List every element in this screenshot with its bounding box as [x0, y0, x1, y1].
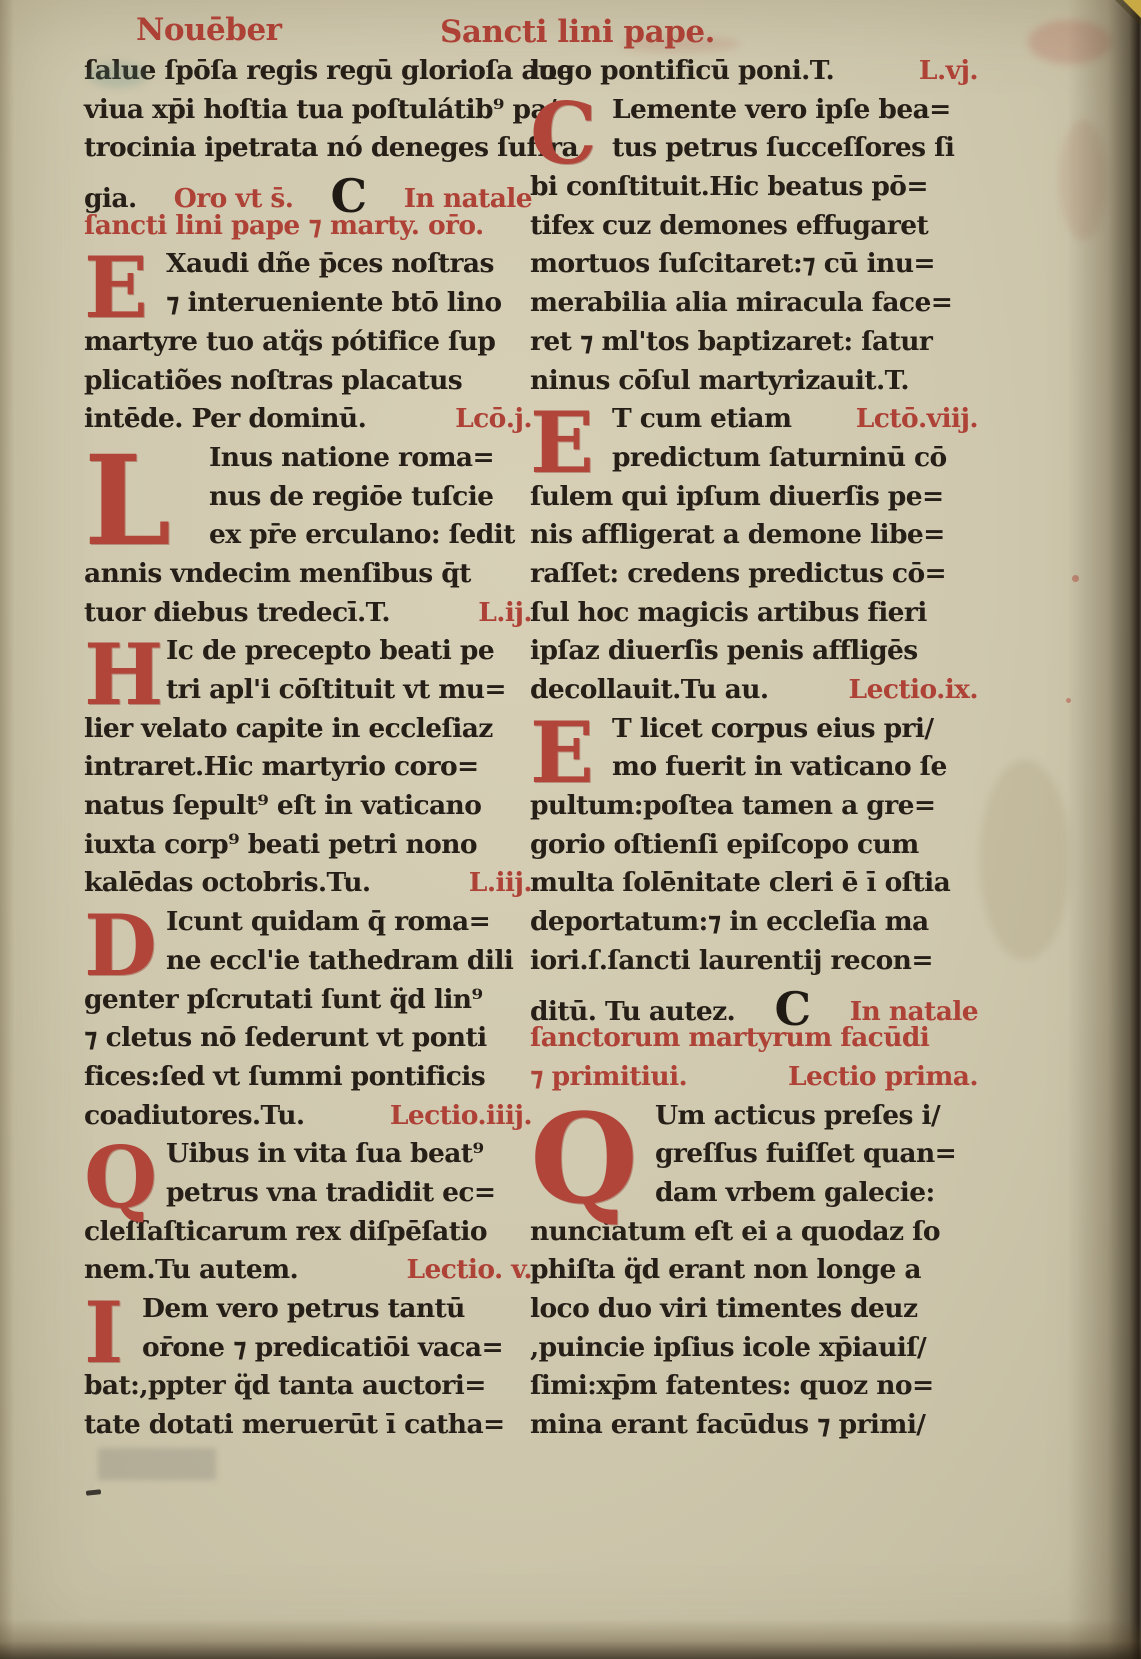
text-line [84, 1367, 532, 1406]
text-line [530, 594, 978, 633]
body-text: ret ⁊ ml'tos baptizaret: ſatur [530, 325, 933, 357]
text-line [530, 981, 978, 1036]
text-block [84, 1283, 532, 1445]
text-line [84, 362, 532, 401]
body-text: Uibus in vita ſua beat⁹ [166, 1138, 484, 1170]
text-line [530, 1406, 978, 1445]
text-line [530, 207, 978, 246]
body-text: multa ſolēnitate cleri ē ī oſtia [530, 867, 951, 899]
drop-cap-initial: C [530, 83, 597, 183]
text-line [530, 129, 978, 168]
body-text: tate dotati meruerūt ī catha= [84, 1409, 505, 1441]
body-text: Ic de precepto beati pe [166, 635, 495, 667]
text-line [84, 207, 532, 246]
text-line [530, 787, 978, 826]
rubric-text: L.vj. [918, 55, 978, 86]
text-block [84, 896, 532, 1135]
body-text: tus petrus ſucceſſores ſi [612, 132, 955, 164]
text-line [84, 787, 532, 826]
body-text: fices:ſed vt ſummi pontificis [84, 1060, 486, 1092]
body-text: ſalue ſpōſa regis regū glorioſa aue [84, 55, 573, 86]
body-text: intraret.Hic martyrio coro= [84, 751, 479, 783]
text-line [530, 864, 978, 903]
text-line [84, 748, 532, 787]
body-text: deportatum:⁊ in eccleſia ma [530, 906, 929, 938]
text-line [530, 91, 978, 130]
drop-cap-initial: Q [84, 1128, 157, 1228]
body-text: ſulem qui ipſum diuerſis pe= [530, 480, 944, 512]
text-line [530, 168, 978, 207]
rubric-text: Lectio.ix. [848, 674, 978, 705]
body-text: T licet corpus eius pri/ [612, 712, 934, 744]
text-line [84, 323, 532, 362]
text-block [530, 1086, 978, 1445]
body-text: merabilia alia miracula face= [530, 287, 953, 319]
body-text: tri apl'i cōſtituit vt mu= [166, 674, 507, 705]
text-line [84, 1290, 532, 1329]
body-text: ditū. Tu autez. [530, 995, 736, 1027]
body-text: ex pr̄e erculano: ſedit [209, 519, 515, 551]
running-title-saint: Sancti lini pape. [440, 14, 715, 50]
text-line [84, 129, 579, 168]
text-line [84, 1251, 532, 1290]
body-text: Dem vero petrus tantū [142, 1293, 465, 1324]
text-line [530, 671, 978, 710]
text-line [84, 1058, 532, 1097]
text-line [530, 826, 978, 865]
body-text: bi conſtituit.Hic beatus pō= [530, 171, 928, 203]
body-text: ⁊ interueniente btō lino [166, 287, 502, 319]
text-block [530, 393, 978, 710]
rubric-text: ſancti lini pape ⁊ marty. or̄o. [84, 209, 484, 241]
text-line [530, 400, 978, 439]
body-text: cleſſaſticarum rex diſpēſatio [84, 1215, 487, 1247]
body-text: ne eccl'ie tathedram dili [166, 944, 514, 976]
paragraph-mark: C [330, 169, 367, 224]
text-line [530, 52, 978, 91]
text-column-left [84, 52, 579, 1445]
text-block [530, 52, 978, 91]
text-line [530, 245, 978, 284]
body-text: nunciatum eſt ei a quodaz ſo [530, 1215, 940, 1247]
body-text: ſul hoc magicis artibus fieri [530, 596, 927, 628]
text-line [84, 1019, 532, 1058]
text-line [84, 1329, 532, 1368]
text-line [84, 284, 532, 323]
body-text: predictum ſaturninū cō [612, 441, 947, 473]
text-line [530, 1290, 978, 1329]
text-line [530, 555, 978, 594]
ink-smudge [88, 62, 148, 88]
text-block [84, 1128, 532, 1290]
body-text: mo fuerit in vaticano ſe [612, 751, 947, 783]
text-line [530, 1019, 978, 1058]
running-title-month: Nouēber [136, 12, 282, 48]
body-text: mina erant facūdus ⁊ primi/ [530, 1409, 926, 1441]
body-text: ,puincie ipſius icole xp̄iauiſ/ [530, 1331, 927, 1363]
text-line [84, 91, 557, 130]
body-text: pultum:poſtea tamen a gre= [530, 790, 936, 822]
body-text: iori.ſ.ſancti laurentij recon= [530, 944, 933, 976]
paragraph-mark: C [774, 981, 811, 1036]
body-text: trocinia ipetrata nó deneges ſuffra [84, 132, 579, 164]
body-text: plicatiões noſtras placatus [84, 364, 463, 396]
corner-fold [1123, 0, 1141, 18]
text-line [530, 323, 978, 362]
body-text: nem.Tu autem. [84, 1254, 299, 1286]
body-text: mortuos ſuſcitaret:⁊ cū inu= [530, 248, 935, 280]
body-text: tifex cuz demones effugaret [530, 209, 929, 241]
body-text: Um acticus preſes i/ [655, 1099, 941, 1131]
body-text: T cum etiam [612, 403, 792, 435]
drop-cap-initial: I [84, 1283, 123, 1382]
body-text: coadiutores.Tu. [84, 1099, 305, 1131]
text-showthrough [98, 1448, 216, 1480]
body-text: ⁊ cletus nō ſederunt vt ponti [84, 1022, 487, 1054]
drop-cap-initial: Q [530, 1086, 638, 1232]
body-text: logo pontificū poni.T. [530, 55, 835, 86]
body-text: iuxta corp⁹ beati petri nono [84, 828, 477, 860]
rubric-text: Lectio. v. [406, 1254, 532, 1286]
text-block [84, 52, 579, 245]
paper-stain [980, 760, 1070, 960]
body-text: Icunt quidam q̄ roma= [166, 906, 491, 938]
text-line [84, 52, 573, 91]
text-column-right [530, 52, 978, 1445]
text-line [530, 903, 978, 942]
text-line [84, 245, 532, 284]
body-text: ninus cōſul martyrizauit.T. [530, 364, 909, 396]
body-text: nus de regiōe tuſcie [209, 480, 494, 512]
text-line [84, 826, 532, 865]
body-text: kalēdas octobris.Tu. [84, 867, 371, 899]
text-line [530, 439, 978, 478]
rubric-text: L.ij. [478, 596, 532, 628]
drop-cap-initial: E [84, 238, 148, 338]
rubric-text: Lctō.viij. [855, 403, 978, 435]
drop-cap-initial: H [84, 625, 163, 725]
rubric-text: Oro vt s̄. [173, 183, 294, 215]
page-edge-shadow-bottom [0, 1619, 1141, 1659]
body-text: phiſta q̈d erant non longe a [530, 1254, 921, 1286]
rubric-text: Lcō.j. [455, 403, 532, 435]
rubric-text: L.iij. [468, 867, 532, 899]
body-text: or̄one ⁊ predicatiōi vaca= [142, 1331, 504, 1363]
body-text: bat:,ppter q̈d tanta auctori= [84, 1370, 486, 1402]
body-text: ipſaz diuerſis penis affligēs [530, 635, 918, 667]
text-block [84, 428, 532, 632]
body-text: Inus natione roma= [209, 441, 495, 473]
body-text: lier velato capite in eccleſiaz [84, 712, 493, 744]
body-text: ſimi:xp̄m fatentes: quoz no= [530, 1370, 934, 1402]
running-header [0, 12, 1141, 56]
text-line [530, 362, 978, 401]
text-line [84, 1406, 532, 1445]
body-text: gia. [84, 183, 137, 215]
rubric-text: Lectio.iiij. [389, 1099, 532, 1131]
body-text: natus ſepult⁹ eſt in vaticano [84, 790, 482, 822]
body-text: greſſus fuiſſet quan= [655, 1138, 957, 1170]
text-line [530, 478, 978, 517]
body-text: genter pſcrutati ſunt q̈d lin⁹ [84, 983, 483, 1015]
body-text: tuor diebus tredecī.T. [84, 596, 390, 628]
text-line [530, 1367, 978, 1406]
text-block [84, 238, 532, 438]
body-text: intēde. Per dominū. [84, 403, 367, 435]
body-text: petrus vna tradidit ec= [166, 1176, 496, 1208]
drop-cap-initial: E [530, 702, 594, 802]
text-line [530, 1251, 978, 1290]
body-text: nis affligerat a demone libe= [530, 519, 945, 551]
body-text: loco duo viri timentes deuz [530, 1293, 918, 1324]
rubric-text: In natale [849, 995, 978, 1027]
text-line [530, 1329, 978, 1368]
text-line [530, 748, 978, 787]
page-edge-shadow-left [0, 0, 14, 1659]
body-text: viua xp̄i hoſtia tua poſtulátib⁹ pa/ [84, 93, 557, 125]
text-block [530, 83, 978, 401]
rubric-text: ſanctorum martyrum facūdi [530, 1022, 930, 1054]
text-line [530, 516, 978, 555]
text-line [530, 632, 978, 671]
body-text: Lemente vero ipſe bea= [612, 93, 951, 125]
body-text: raſſet: credens predictus cō= [530, 557, 947, 589]
body-text: decollauit.Tu au. [530, 674, 769, 705]
body-text: dam vrbem galecie: [655, 1176, 935, 1208]
rubric-text: ⁊ primitiui. [530, 1060, 688, 1092]
page-edge-shadow-right [1067, 0, 1141, 1659]
body-text: annis vndecim menſibus q̄t [84, 557, 471, 589]
drop-cap-initial: E [530, 393, 594, 493]
drop-cap-initial: L [84, 428, 171, 574]
text-line [530, 710, 978, 749]
drop-cap-initial: D [84, 896, 157, 996]
body-text: gorio oſtienſi epiſcopo cum [530, 828, 919, 860]
ink-mark [86, 1489, 101, 1496]
text-block [84, 625, 532, 903]
text-block [530, 702, 978, 1097]
text-line [84, 168, 532, 224]
body-text: martyre tuo atq̈s pótifice ſup [84, 325, 496, 357]
rubric-text: Lectio prima. [787, 1060, 978, 1092]
rubric-text: In natale [403, 183, 532, 215]
text-line [530, 942, 978, 981]
text-line [530, 284, 978, 323]
body-text: Xaudi dñe p̄ces noſtras [166, 248, 494, 280]
ink-smudge [620, 36, 740, 52]
